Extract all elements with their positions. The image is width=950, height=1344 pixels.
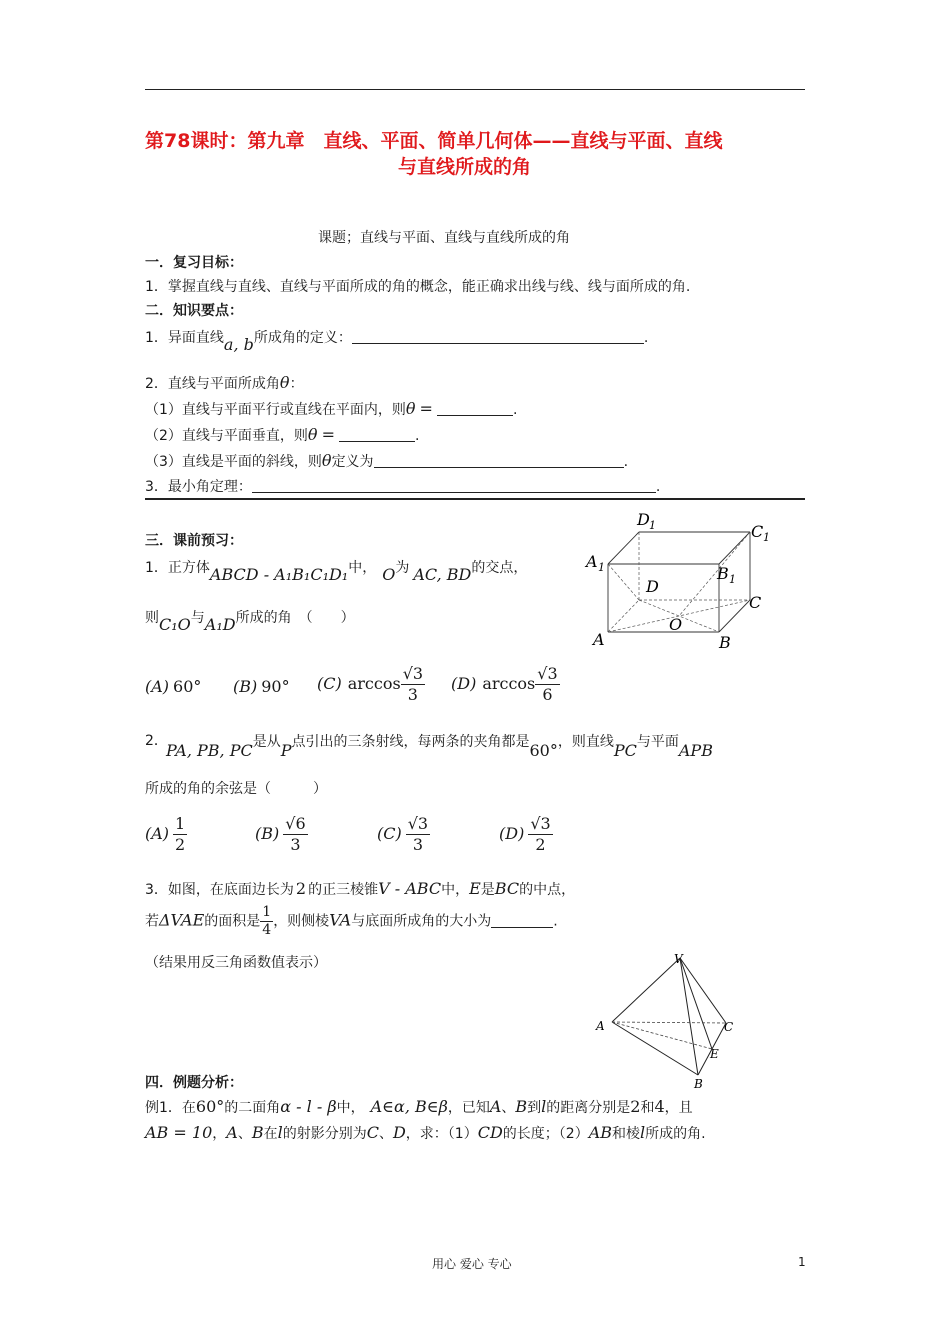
q2-option-c[interactable]: (C) $\frac{√3}{3}$ [377, 814, 429, 854]
q1-option-b[interactable]: (B) 90° [233, 677, 290, 696]
item1-post: 所成角的定义： [253, 330, 352, 346]
pyramid-label-a: A [596, 1019, 605, 1033]
pyramid-figure [590, 950, 750, 1095]
q2-option-d[interactable]: (D) $\frac{√3}{2}$ [499, 814, 551, 854]
example1-line2: AB = 10，A、B在l的射影分别为C、D，求：（1）CD的长度；（2）AB和棱l所成的角. [145, 1123, 706, 1142]
section2-item2: 2．直线与平面所成角θ： [145, 373, 304, 392]
footer-text: 用心 爱心 专心 [432, 1257, 512, 1271]
cube-label-d1: D [637, 510, 650, 529]
cube-line-a1d [608, 564, 639, 600]
section-divider [145, 498, 805, 500]
pyramid-line-ve [680, 958, 712, 1049]
blank-parallel[interactable] [437, 401, 513, 416]
q3-area-fraction: $\frac{1}{4}$ [262, 904, 272, 938]
q3-note: （结果用反三角函数值表示） [145, 955, 327, 971]
item1-math: a, b [223, 335, 254, 354]
pyramid-label-c: C [724, 1020, 734, 1034]
top-rule [145, 89, 805, 90]
lesson-subject: 课题；直线与平面、直线与直线所成的角 [318, 230, 570, 246]
q2-option-a[interactable]: (A) $\frac{1}{2}$ [145, 814, 186, 854]
blank-definition[interactable] [352, 329, 644, 344]
q1-line2: 则C₁O与A₁D所成的角 （ ） [145, 610, 355, 634]
section2-item3: 3．最小角定理： . [145, 479, 661, 495]
section2-sub2: （2）直线与平面垂直，则θ = . [145, 425, 420, 444]
cube-label-c1-sub: 1 [763, 531, 770, 544]
cube-edge [719, 532, 750, 564]
pyramid-edge-va [612, 958, 680, 1022]
cube-label-a: A [593, 630, 605, 649]
q1-line1: 1．正方体ABCD - A₁B₁C₁D₁中， O为 AC, BD的交点， [145, 560, 528, 584]
section2-heading: 二．知识要点： [145, 303, 243, 319]
q1-option-a[interactable]: (A) 60° [145, 677, 202, 696]
cube-label-a1: A [586, 552, 598, 571]
q1-options [145, 664, 585, 714]
blank-min-angle[interactable] [252, 478, 656, 493]
blank-perpendicular[interactable] [339, 427, 415, 442]
pyramid-edge-vc [680, 958, 726, 1023]
cube-label-b1-sub: 1 [729, 573, 736, 586]
cube-label-c: C [749, 593, 762, 612]
section2-sub3: （3）直线是平面的斜线，则θ定义为 . [145, 451, 629, 470]
cube-label-d: D [646, 577, 659, 596]
pyramid-hidden-ac [612, 1022, 726, 1023]
cube-line-c1o [679, 532, 750, 616]
pyramid-hidden-ae [612, 1022, 712, 1049]
q2-line1b: PA, PB, PC是从P点引出的三条射线，每两条的夹角都是60°，则直线PC与平面APB [166, 734, 713, 760]
cube-label-b: B [719, 633, 731, 652]
item1-pre: 1．异面直线 [145, 330, 224, 346]
q1-option-d[interactable]: (D) arccos $\frac{√3}{6}$ [451, 664, 558, 704]
cube-hidden-edge [608, 600, 639, 632]
cube-label-b1: B [717, 564, 729, 583]
cube-label-c1: C [751, 522, 764, 541]
section4-heading: 四．例题分析： [145, 1075, 243, 1091]
cube-figure [580, 505, 780, 655]
cube-edge [719, 600, 750, 632]
section2-item1: 1．异面直线a, b所成角的定义： . [145, 330, 649, 354]
q1-option-d-fraction: $\frac{√3}{6}$ [537, 664, 558, 704]
q3-line1: 3．如图，在底面边长为 2 的正三棱锥V - ABC中，E是BC的中点， [145, 879, 576, 898]
section2-sub1: （1）直线与平面平行或直线在平面内，则θ = . [145, 399, 518, 418]
blank-oblique[interactable] [374, 453, 624, 468]
cube-label-d1-sub: 1 [649, 519, 656, 532]
example1-line1: 例1．在60°的二面角α - l - β中， A∈α, B∈β，已知A、B到l的距离分别是2和4，且 [145, 1097, 693, 1116]
pyramid-label-v: V [674, 952, 683, 966]
q1-option-c-fraction: $\frac{√3}{3}$ [402, 664, 424, 704]
pyramid-label-b: B [694, 1077, 703, 1091]
pyramid-edge-ab [612, 1022, 698, 1075]
cube-label-o: O [669, 615, 683, 634]
page-title-line2: 与直线所成的角 [398, 156, 532, 178]
q2-line1: 2． [145, 733, 168, 749]
page-number: 1 [798, 1255, 806, 1269]
cube-edge [608, 532, 639, 564]
section3-heading: 三．课前预习： [145, 533, 243, 549]
q2-options [145, 814, 585, 864]
q3-line2: 若ΔVAE的面积是 $\frac{1}{4}$ ，则侧棱VA与底面所成角的大小为 . [145, 904, 558, 938]
section1-heading: 一．复习目标： [145, 255, 243, 271]
q2-option-b[interactable]: (B) $\frac{√6}{3}$ [255, 814, 306, 854]
q2-line2: 所成的角的余弦是（ ） [145, 781, 327, 797]
cube-name: ABCD - A₁B₁C₁D₁ [209, 565, 349, 584]
cube-label-a1-sub: 1 [598, 561, 605, 574]
page-title-line1: 第78课时：第九章 直线、平面、简单几何体——直线与平面、直线 [145, 130, 723, 152]
q1-option-c[interactable]: (C) arccos $\frac{√3}{3}$ [317, 664, 424, 704]
blank-q3-answer[interactable] [491, 913, 553, 928]
section1-item1: 1．掌握直线与直线、直线与平面所成的角的概念，能正确求出线与线、线与面所成的角. [145, 279, 691, 295]
pyramid-edge-vb [680, 958, 698, 1075]
pyramid-label-e: E [710, 1047, 719, 1061]
